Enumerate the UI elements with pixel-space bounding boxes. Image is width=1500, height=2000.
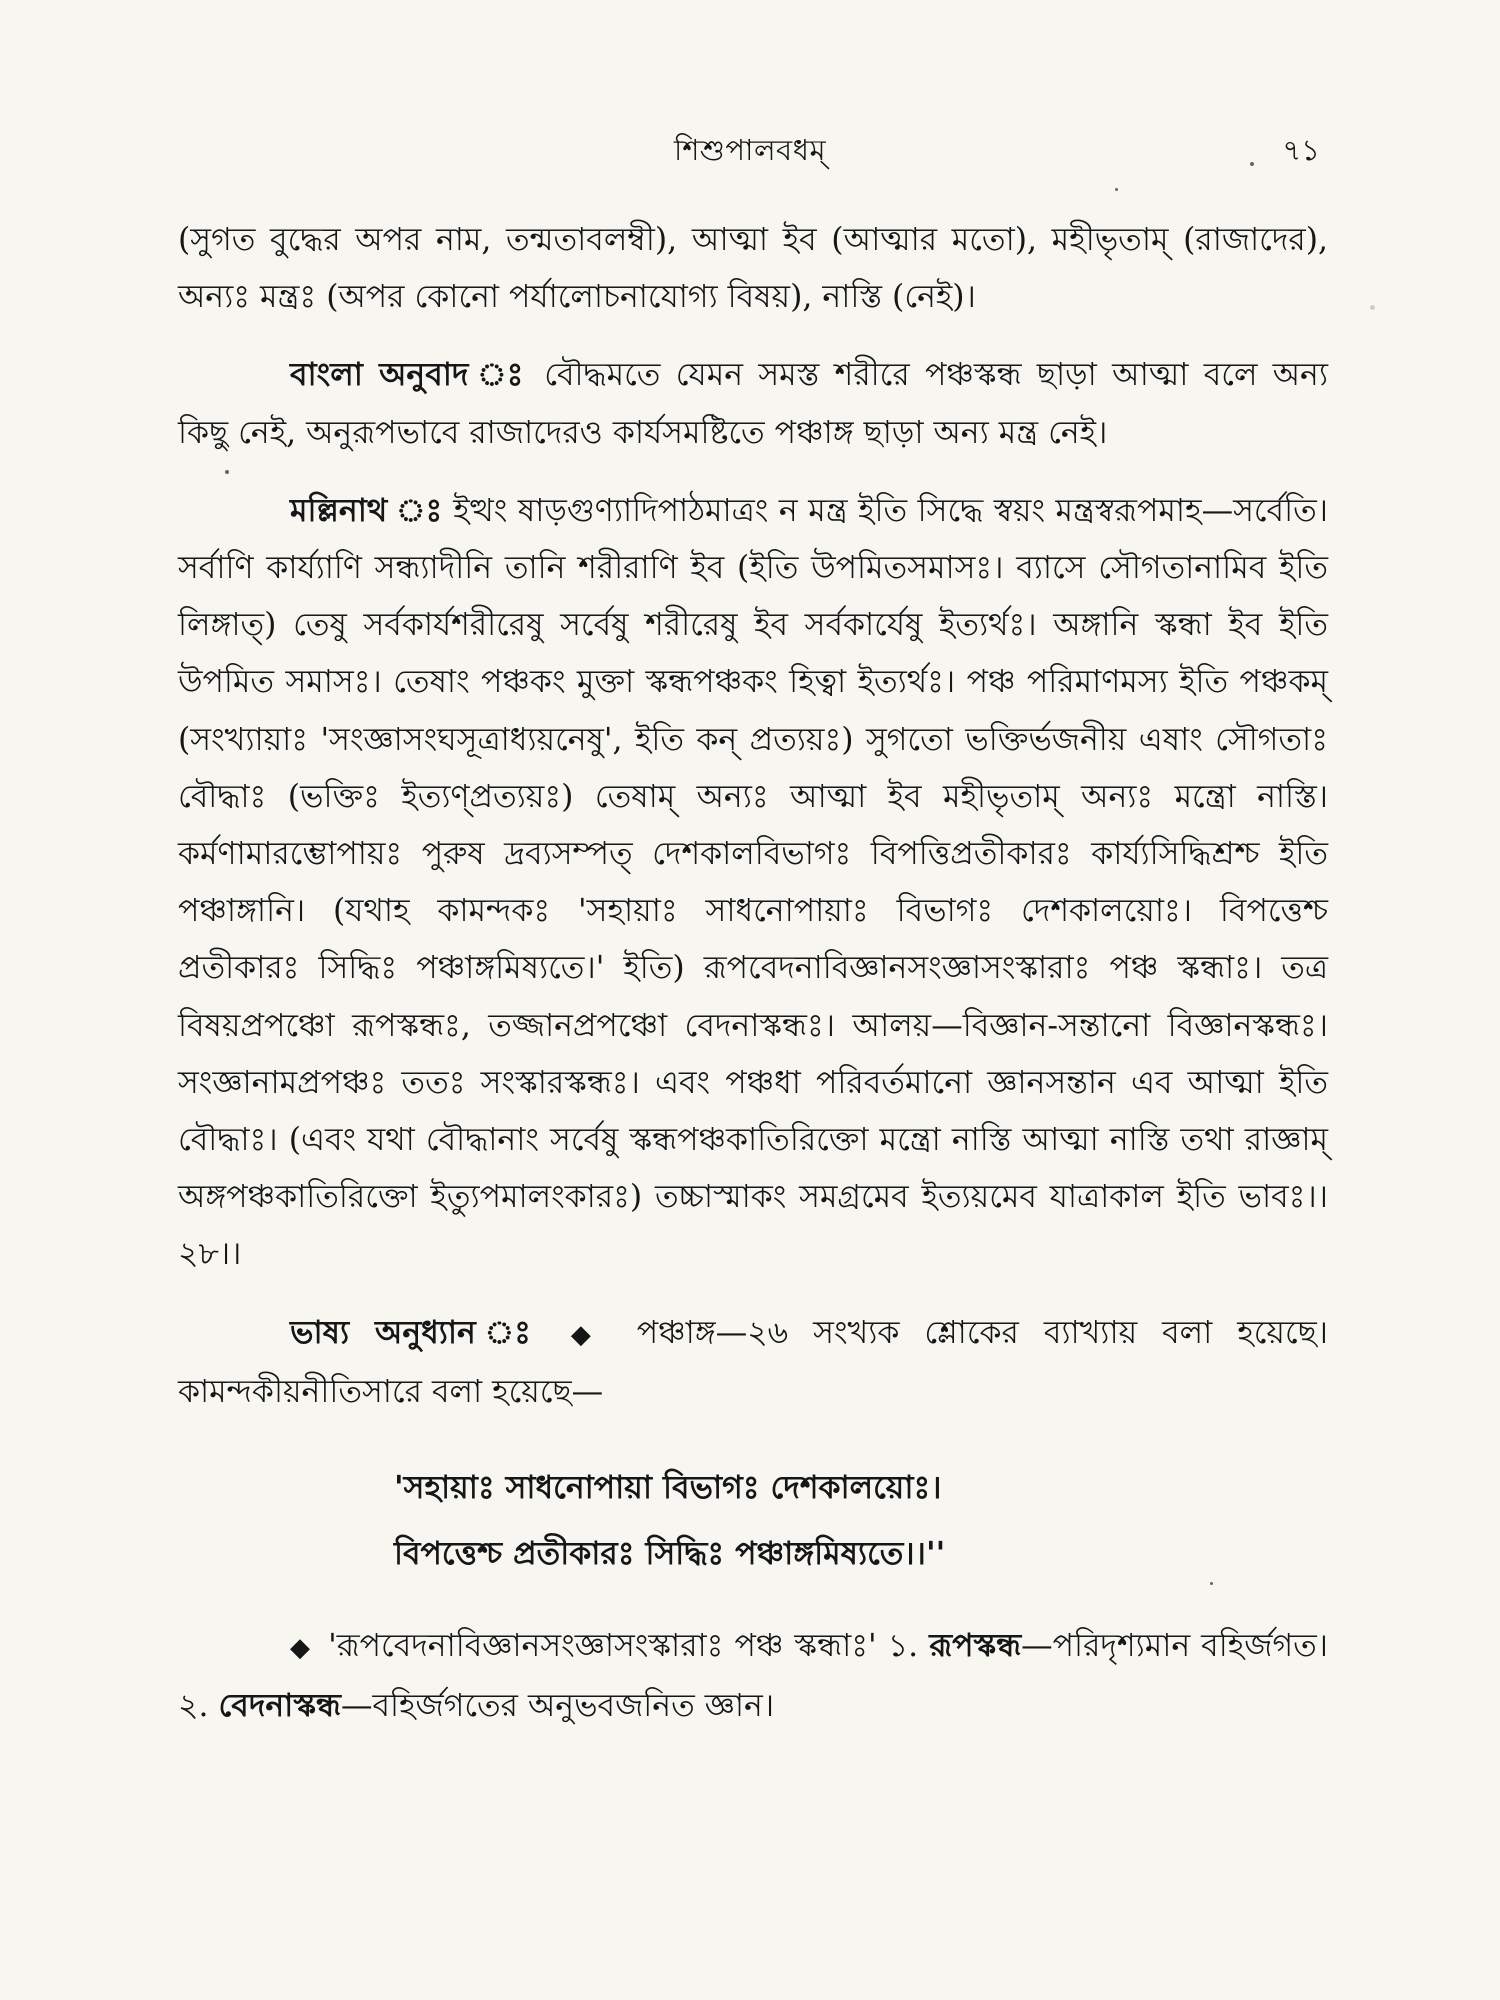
page-body	[178, 212, 1328, 1735]
print-speck	[1250, 162, 1254, 166]
skandha-text-2: —পরিদৃশ্যমান বহির্জগত। ২.	[178, 1628, 1328, 1725]
paragraph-skandha	[178, 1617, 1328, 1735]
diamond-bullet-icon: ◆	[290, 1633, 312, 1664]
diamond-bullet-icon: ◆	[570, 1319, 606, 1350]
skandha-term-2: বেদনাস্কন্ধ	[218, 1687, 341, 1725]
print-speck	[225, 470, 229, 474]
page-number: ৭১	[1282, 133, 1320, 167]
quoted-verse	[178, 1455, 1328, 1587]
verse-line-2: বিপত্তেশ্চ প্রতীকারঃ সিদ্ধিঃ পঞ্চাঙ্গমিষ্যতে।।''	[394, 1535, 946, 1573]
paragraph-bangla-translation	[178, 346, 1328, 461]
print-speck	[1115, 188, 1118, 191]
mallinath-label: মল্লিনাথ ঃ	[290, 491, 443, 529]
print-speck	[1210, 1582, 1213, 1585]
paragraph-mallinath	[178, 482, 1328, 1284]
print-speck	[1370, 305, 1375, 310]
paragraph-commentary	[178, 1304, 1328, 1421]
mallinath-text: ইত্থং ষাড়গুণ্যাদিপাঠমাত্রং ন মন্ত্র ইতি সিদ্ধে স্বয়ং মন্ত্রস্বরূপমাহ—সর্বেতি। সর্বাণি কার্য্যাণি সন্ধ্যাদীনি তানি শরীরাণি ইব (ইতি উপমিতসমাসঃ। ব্যাসে সৌগতানামিব ইতি লিঙ্গাত্‌) তেষু সর্বকার্যশরীরেষু সর্বেষু শরীরেষু ইব সর্বকার্যেষু ইত্যর্থঃ। অঙ্গানি স্কন্ধা ইব ইতি উপমিত সমাসঃ। তেষাং পঞ্চকং মুক্তা স্কন্ধপঞ্চকং হিত্বা ইত্যর্থঃ। পঞ্চ পরিমাণমস্য ইতি পঞ্চকম্‌ (সংখ্যায়াঃ 'সংজ্ঞাসংঘসূত্রাধ্যয়নেষু', ইতি কন্‌ প্রত্যয়ঃ) সুগতো ভক্তির্ভজনীয় এষাং সৌগতাঃ বৌদ্ধাঃ (ভক্তিঃ ইত্যণ্প্রত্যয়ঃ) তেষাম্‌ অন্যঃ আত্মা ইব মহীভৃতাম্‌ অন্যঃ মন্ত্রো নাস্তি। কর্মণামারম্ভোপায়ঃ পুরুষ দ্রব্যসম্পত্‌ দেশকালবিভাগঃ বিপত্তিপ্রতীকারঃ কার্য্যসিদ্ধিশ্রশ্চ ইতি পঞ্চাঙ্গানি। (যথাহ কামন্দকঃ 'সহায়াঃ সাধনোপায়াঃ বিভাগঃ দেশকালয়োঃ। বিপত্তেশ্চ প্রতীকারঃ সিদ্ধিঃ পঞ্চাঙ্গমিষ্যতে।' ইতি) রূপবেদনাবিজ্ঞানসংজ্ঞাসংস্কারাঃ পঞ্চ স্কন্ধাঃ। তত্র বিষয়প্রপঞ্চো রূপস্কন্ধঃ, তজ্জানপ্রপঞ্চো বেদনাস্কন্ধঃ। আলয়—বিজ্ঞান-সন্তানো বিজ্ঞানস্কন্ধঃ। সংজ্ঞানামপ্রপঞ্চঃ ততঃ সংস্কারস্কন্ধঃ। এবং পঞ্চধা পরিবর্তমানো জ্ঞানসন্তান এব আত্মা ইতি বৌদ্ধাঃ। (এবং যথা বৌদ্ধানাং সর্বেষু স্কন্ধপঞ্চকাতিরিক্তো মন্ত্রো নাস্তি আত্মা নাস্তি তথা রাজ্ঞাম্‌ অঙ্গপঞ্চকাতিরিক্তো ইত্যুপমালংকারঃ) তচ্চাস্মাকং সমগ্রমেব ইত্যয়মেব যাত্রাকাল ইতি ভাবঃ।।২৮।।	[178, 492, 1328, 1273]
bangla-translation-text: বৌদ্ধমতে যেমন সমস্ত শরীরে পঞ্চস্কন্ধ ছাড়া আত্মা বলে অন্য কিছু নেই, অনুরূপভাবে রাজাদেরও কার্যসমষ্টিতে পঞ্চাঙ্গ ছাড়া অন্য মন্ত্র নেই।	[178, 357, 1328, 451]
bangla-translation-label: বাংলা অনুবাদ ঃ	[290, 356, 529, 394]
commentary-text: পঞ্চাঙ্গ—২৬ সংখ্যক শ্লোকের ব্যাখ্যায় বলা হয়েছে। কামন্দকীয়নীতিসারে বলা হয়েছে—	[178, 1314, 1328, 1410]
glossary-text: (সুগত বুদ্ধের অপর নাম, তন্মতাবলম্বী), আত্মা ইব (আত্মার মতো), মহীভৃতাম্‌ (রাজাদের), অন্যঃ মন্ত্রঃ (অপর কোনো পর্যালোচনাযোগ্য বিষয়), নাস্তি (নেই)।	[178, 222, 1328, 316]
running-title: শিশুপালবধম্‌	[673, 133, 827, 167]
commentary-label: ভাষ্য অনুধ্যান ঃ	[290, 1313, 546, 1351]
verse-line-1: 'সহায়াঃ সাধনোপায়া বিভাগঃ দেশকালয়োঃ।	[394, 1469, 942, 1507]
skandha-text-1: 'রূপবেদনাবিজ্ঞানসংজ্ঞাসংস্কারাঃ পঞ্চ স্কন্ধাঃ' ১.	[317, 1628, 930, 1665]
skandha-term-1: রূপস্কন্ধ	[929, 1627, 1022, 1665]
skandha-text-3: —বহির্জগতের অনুভবজনিত জ্ঞান।	[340, 1688, 775, 1725]
paragraph-glossary	[178, 212, 1328, 326]
